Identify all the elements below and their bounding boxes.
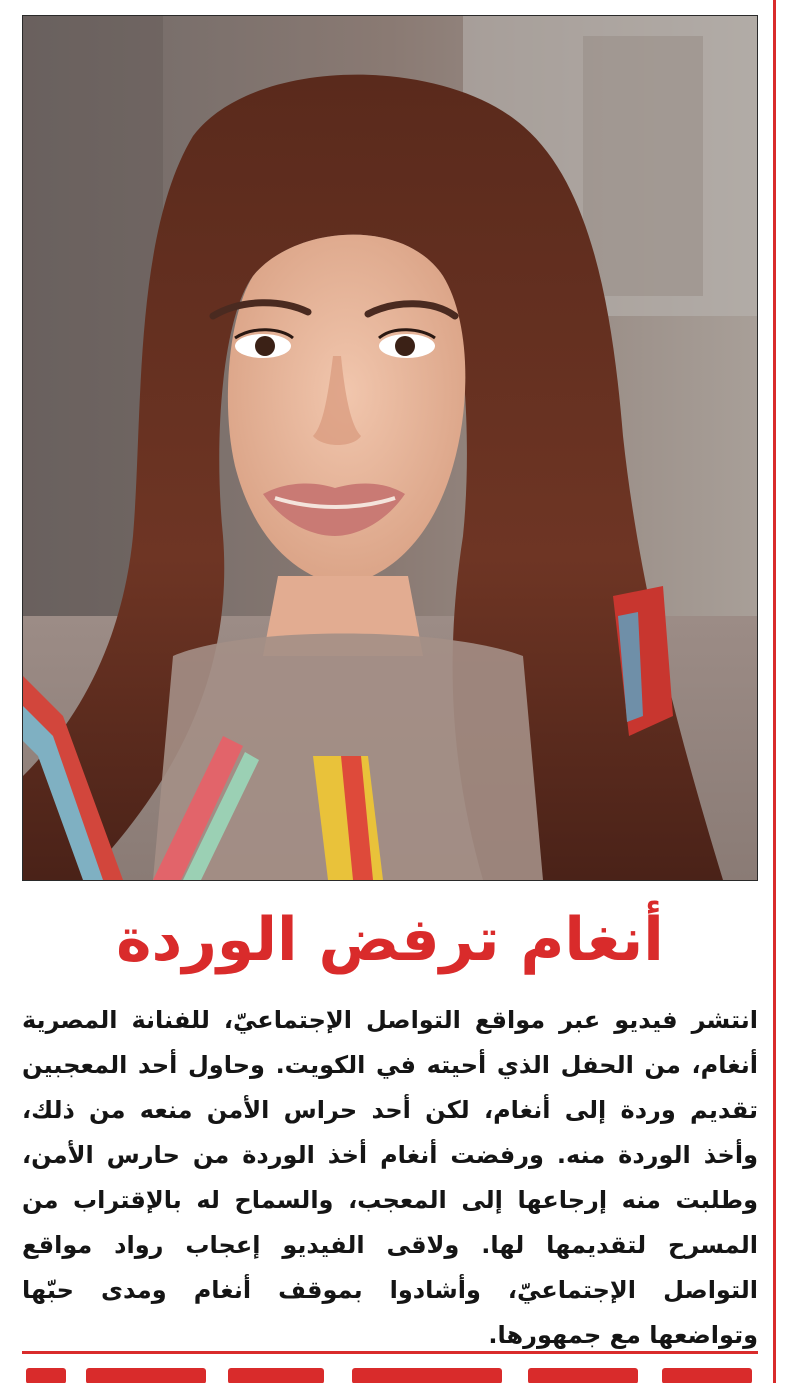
next-article-cutoff xyxy=(22,1360,758,1383)
article-headline: أنغام ترفض الوردة xyxy=(116,905,664,975)
column-divider-rule xyxy=(773,0,776,1383)
section-divider-rule xyxy=(22,1351,758,1354)
article-body: انتشر فيديو عبر مواقع التواصل الإجتماعيّ، للفنانة المصرية أنغام، من الحفل الذي أحيته في الكويت. وحاول أحد المعجبين تقديم وردة إلى أنغام، لكن أحد حراس الأمن منعه من ذلك، وأخذ الوردة منه. ورفضت أنغام أخذ الوردة من حارس الأمن، وطلبت منه إرجاعها إلى المعجب، والسماح له بالإقتراب من المسرح لتقديمها لها. ولاقى الفيديو إعجاب رواد مواقع التواصل الإجتماعيّ، وأشادوا بموقف أنغام ومدى حبّها وتواضعها مع جمهورها. xyxy=(22,1006,758,1349)
article-photo xyxy=(22,15,758,881)
